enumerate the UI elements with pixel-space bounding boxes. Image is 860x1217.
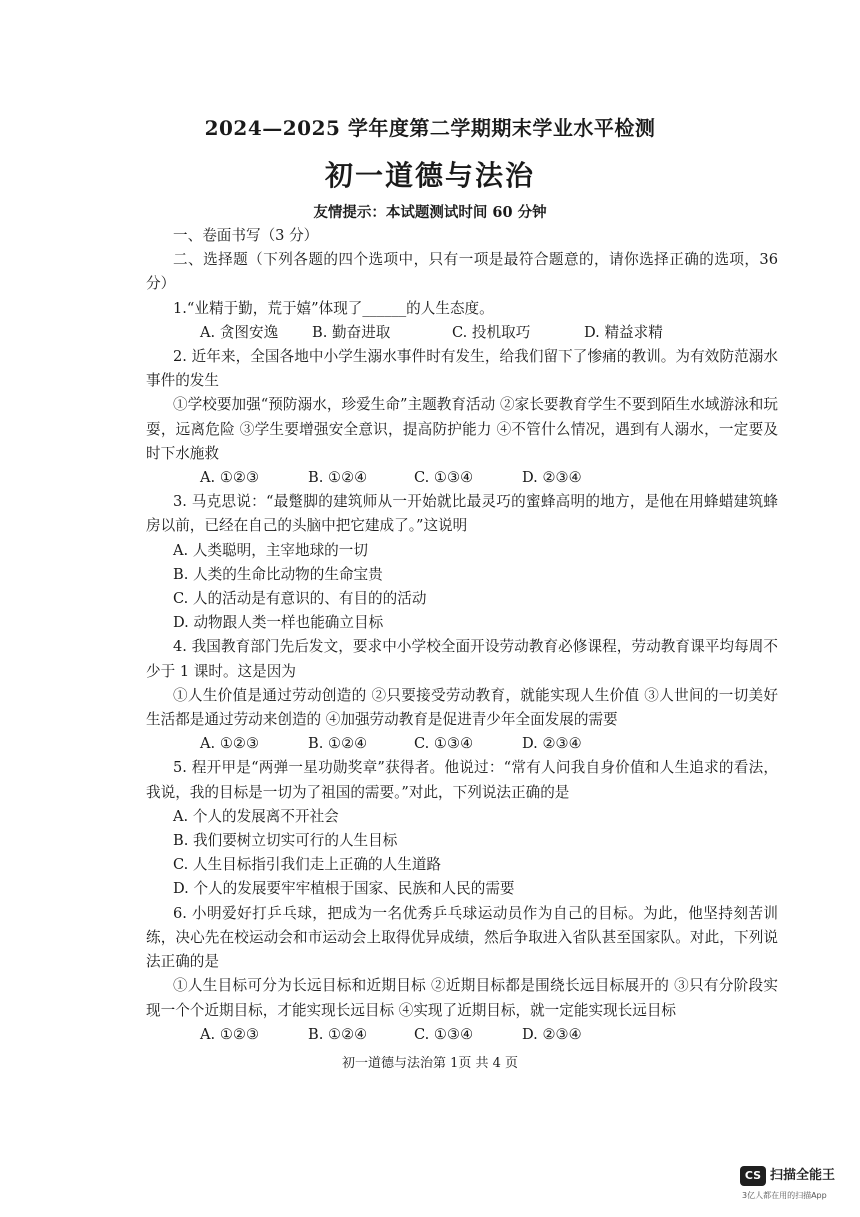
option-d: D. ②③④ (522, 735, 582, 753)
question-4-statements: ①人生价值是通过劳动创造的 ②只要接受劳动教育，就能实现人生价值 ③人世间的一切美好生活都是通过劳动来创造的 ④加强劳动教育是促进青少年全面发展的需要 (146, 686, 778, 729)
option-d: D. 精益求精 (584, 323, 663, 341)
page-footer: 初一道德与法治第 1页 共 4 页 (341, 1056, 519, 1071)
question-5-stem: 5. 程开甲是“两弹一星功勋奖章”获得者。他说过：“常有人问我自身价值和人生追求的看法，我说，我的目标是一切为了祖国的需要。”对此，下列说法正确的是 (146, 759, 778, 801)
option-a: A. 个人的发展离不开社会 (173, 807, 339, 825)
question-1-options (146, 321, 778, 345)
watermark-tagline: 3亿人都在用的扫描App (742, 1191, 827, 1200)
exam-title: 2024—2025 学年度第二学期期末学业水平检测 (204, 116, 656, 140)
option-d: D. 动物跟人类一样也能确立目标 (173, 614, 384, 632)
option-c: C. ①③④ (414, 1025, 474, 1043)
watermark-app-name: 扫描全能王 (770, 1168, 836, 1183)
subject-title: 初一道德与法治 (324, 159, 535, 192)
question-4-options (146, 732, 778, 756)
time-tip: 友情提示：本试题测试时间 60 分钟 (313, 204, 547, 221)
option-a: A. 人类聪明，主宰地球的一切 (173, 541, 368, 559)
question-3-stem: 3. 马克思说：“最蹩脚的建筑师从一开始就比最灵巧的蜜蜂高明的地方，是他在用蜂蜡建筑蜂房以前，已经在自己的头脑中把它建成了。”这说明 (146, 493, 778, 535)
option-b: B. 我们要树立切实可行的人生目标 (173, 832, 398, 850)
section-handwriting: 一、卷面书写（3 分） (173, 227, 319, 244)
question-6-statements: ①人生目标可分为长远目标和近期目标 ②近期目标都是围绕长远目标展开的 ③只有分阶段实现一个个近期目标，才能实现长远目标 ④实现了近期目标，就一定能实现长远目标 (146, 977, 778, 1019)
scanner-watermark (740, 1163, 852, 1207)
option-c: C. ①③④ (414, 735, 474, 753)
question-4-stem: 4. 我国教育部门先后发文，要求中小学校全面开设劳动教育必修课程，劳动教育课平均每周不少于 1 课时。这是因为 (146, 638, 778, 680)
option-d: D. 个人的发展要牢牢植根于国家、民族和人民的需要 (173, 880, 515, 898)
question-2-statements: ①学校要加强“预防溺水，珍爱生命”主题教育活动 ②家长要教育学生不要到陌生水域游泳和玩耍，远离危险 ③学生要增强安全意识，提高防护能力 ④不管什么情况，遇到有人溺水，一定要及时下水施救 (146, 396, 778, 462)
question-1-stem: 1.“业精于勤，荒于嬉”体现了______的人生态度。 (173, 299, 494, 317)
option-b: B. 勤奋进取 (312, 323, 391, 341)
question-6-options (146, 1023, 778, 1047)
option-a: A. ①②③ (200, 735, 260, 753)
option-b: B. ①②④ (308, 735, 368, 753)
option-b: B. 人类的生命比动物的生命宝贵 (173, 565, 383, 583)
option-b: B. ①②④ (308, 1025, 368, 1043)
question-2-options (146, 466, 778, 490)
section-choice-instructions: 二、选择题（下列各题的四个选项中，只有一项是最符合题意的，请你选择正确的选项，36 分） (146, 251, 778, 293)
option-a: A. ①②③ (200, 469, 260, 487)
option-c: C. 人的活动是有意识的、有目的的活动 (173, 590, 427, 608)
option-d: D. ②③④ (522, 1025, 582, 1043)
option-c: C. 人生目标指引我们走上正确的人生道路 (173, 856, 442, 874)
question-6-stem: 6. 小明爱好打乒乓球，把成为一名优秀乒乓球运动员作为自己的目标。为此，他坚持刻苦训练，决心先在校运动会和市运动会上取得优异成绩，然后争取进入省队甚至国家队。对此，下列说法正确的是 (146, 904, 778, 971)
exam-content (146, 224, 778, 1047)
option-d: D. ②③④ (522, 469, 582, 487)
option-c: C. ①③④ (414, 469, 474, 487)
option-b: B. ①②④ (308, 469, 368, 487)
camscanner-logo-icon: CS (740, 1166, 766, 1186)
question-2-stem: 2. 近年来，全国各地中小学生溺水事件时有发生，给我们留下了惨痛的教训。为有效防范溺水事件的发生 (146, 348, 778, 390)
option-c: C. 投机取巧 (452, 323, 531, 341)
option-a: A. 贪图安逸 (200, 323, 279, 341)
option-a: A. ①②③ (200, 1025, 260, 1043)
